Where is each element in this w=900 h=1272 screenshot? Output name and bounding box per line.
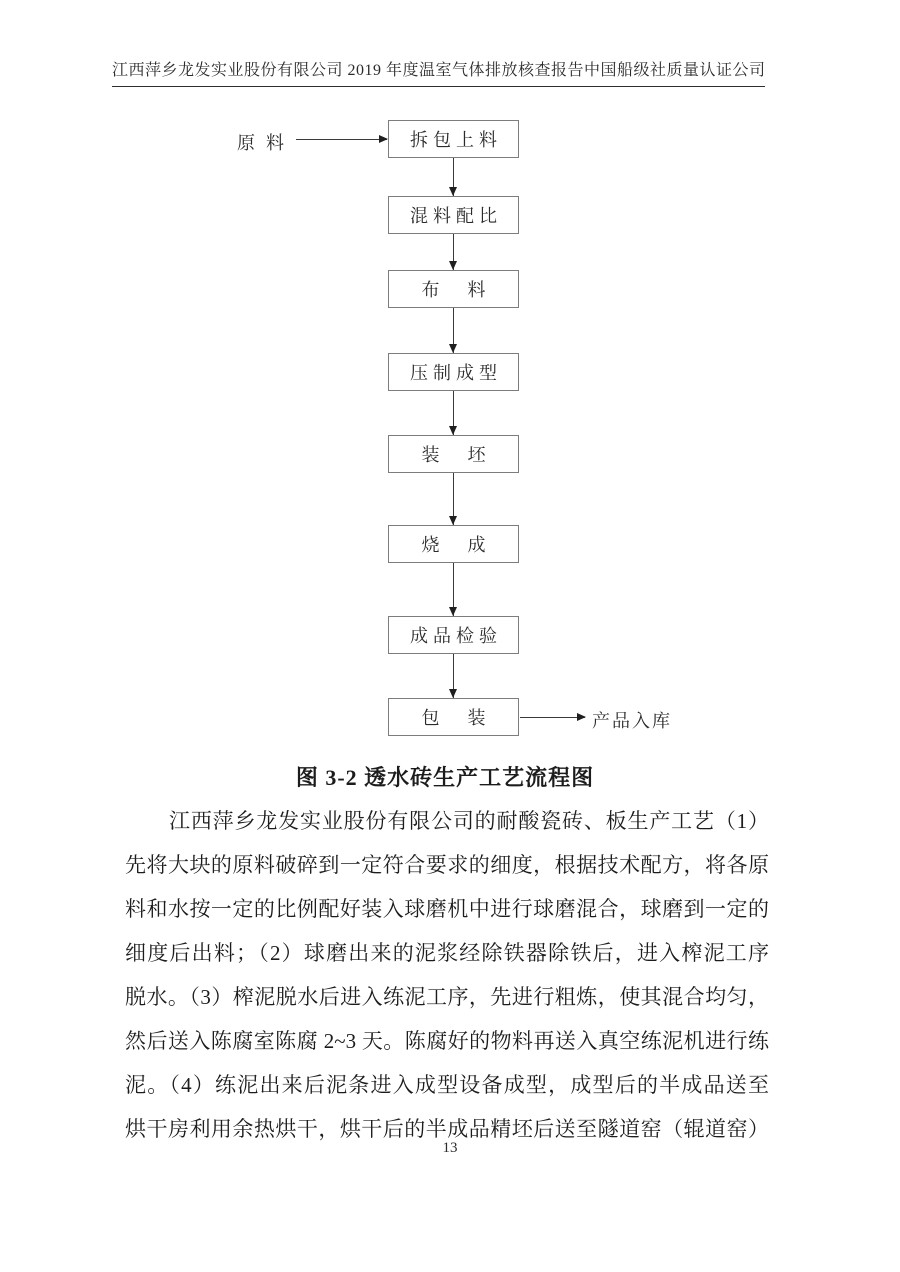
flow-step-material-spreading: 布 料 [388, 270, 519, 308]
paragraph-line: 细度后出料；（2）球磨出来的泥浆经除铁器除铁后，进入榨泥工序 [125, 941, 769, 965]
flow-step-packaging: 包 装 [388, 698, 519, 736]
down-arrow-icon [453, 473, 454, 525]
paragraph-line: 先将大块的原料破碎到一定符合要求的细度，根据技术配方，将各原 [125, 853, 769, 877]
flow-input-label: 原料 [237, 133, 295, 153]
flow-step-unpack-feeding: 拆包上料 [388, 120, 519, 158]
figure-caption: 图 3-2 透水砖生产工艺流程图 [295, 765, 595, 790]
right-arrow-icon [520, 717, 585, 718]
paragraph-line: 料和水按一定的比例配好装入球磨机中进行球磨混合，球磨到一定的 [125, 897, 769, 921]
page-number: 13 [442, 1140, 458, 1156]
flow-output-label: 产品入库 [592, 711, 672, 731]
paragraph-line: 烘干房利用余热烘干，烘干后的半成品精坯后送至隧道窑（辊道窑） [125, 1117, 769, 1141]
paragraph-line: 江西萍乡龙发实业股份有限公司的耐酸瓷砖、板生产工艺（1） [169, 809, 769, 833]
down-arrow-icon [453, 308, 454, 353]
down-arrow-icon [453, 234, 454, 270]
down-arrow-icon [453, 158, 454, 196]
flow-step-firing: 烧 成 [388, 525, 519, 563]
flow-step-product-inspection: 成品检验 [388, 616, 519, 654]
page-header-title: 江西萍乡龙发实业股份有限公司 2019 年度温室气体排放核查报告中国船级社质量认证公司 [112, 57, 765, 87]
right-arrow-icon [296, 139, 387, 140]
paragraph-line: 脱水。（3）榨泥脱水后进入练泥工序，先进行粗炼，使其混合均匀， [125, 985, 769, 1009]
down-arrow-icon [453, 391, 454, 435]
down-arrow-icon [453, 654, 454, 698]
down-arrow-icon [453, 563, 454, 616]
body-paragraph [125, 799, 769, 1151]
flow-step-blank-loading: 装 坯 [388, 435, 519, 473]
paragraph-line: 然后送入陈腐室陈腐 2~3 天。陈腐好的物料再送入真空练泥机进行练 [125, 1029, 769, 1053]
flow-step-mixing-ratio: 混料配比 [388, 196, 519, 234]
flow-step-press-forming: 压制成型 [388, 353, 519, 391]
paragraph-line: 泥。（4）练泥出来后泥条进入成型设备成型，成型后的半成品送至 [125, 1073, 769, 1097]
